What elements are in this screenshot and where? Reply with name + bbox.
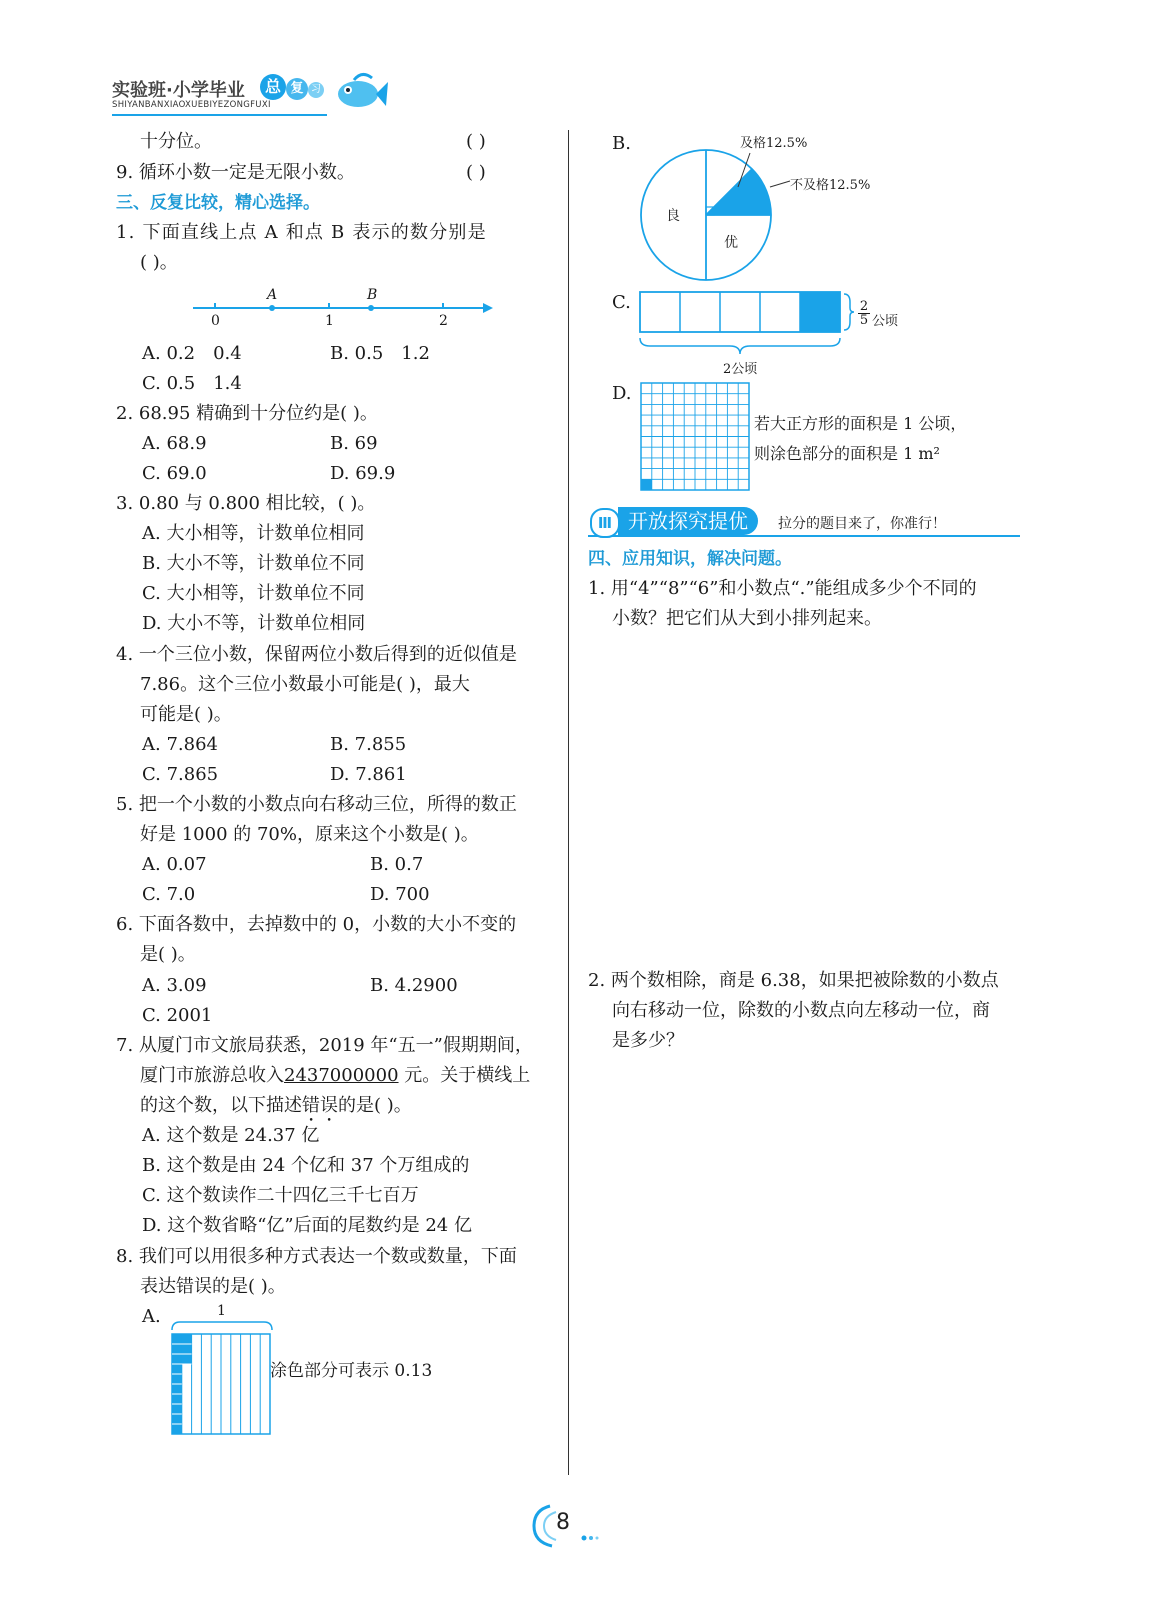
problem-1-line1: 1. 用“4”“8”“6”和小数点“.”能组成多少个不同的 [588,578,977,599]
answer-area-2[interactable] [588,1062,1020,1462]
q7-text-c: 元。关于横线上 [398,1065,531,1086]
q7-text-a: 厦门市旅游总收入 [140,1065,284,1086]
q7-underlined-number: 2437000000 [284,1065,399,1086]
q1-option-c[interactable]: C. 0.5 1.4 [142,373,242,394]
q6-option-b[interactable]: B. 4.2900 [370,975,458,996]
q5-option-c[interactable]: C. 7.0 [142,884,196,905]
q1-option-b[interactable]: B. 0.5 1.2 [330,343,430,364]
question-1-line1: 1. 下面直线上点 A 和点 B 表示的数分别是 [116,222,487,243]
question-7-line2 [140,1065,530,1087]
question-7-line3 [140,1095,412,1126]
column-divider [568,130,569,1475]
question-1-line2: ( )。 [140,252,178,273]
pie-label-excellent: 优 [724,235,738,251]
question-8-line1: 8. 我们可以用很多种方式表达一个数或数量，下面 [116,1246,517,1267]
q4-option-c[interactable]: C. 7.865 [142,764,219,785]
problem-2-line3: 是多少？ [612,1030,684,1051]
pie-label-fail: 不及格12.5% [790,178,871,193]
q7-text-3a: 的这个数，以下描述 [140,1095,302,1116]
q8c-unit: 公顷 [872,314,899,329]
q2-option-b[interactable]: B. 69 [330,433,378,454]
question-4-line2: 7.86。这个三位小数最小可能是( )，最大 [140,674,470,695]
problem-2-line2: 向右移动一位，除数的小数点向左移动一位，商 [612,1000,990,1021]
question-2: 2. 68.95 精确到十分位约是( )。 [116,403,378,424]
q8-option-b-label[interactable]: B. [612,133,631,154]
q8a-note: 涂色部分可表示 0.13 [270,1361,433,1381]
q8-option-a-label[interactable]: A. [142,1306,161,1327]
problem-1-line2: 小数？把它们从大到小排列起来。 [612,608,882,629]
q5-option-a[interactable]: A. 0.07 [142,854,207,875]
q7-option-d[interactable]: D. 这个数省略“亿”后面的尾数约是 24 亿 [142,1215,472,1236]
q3-option-c[interactable]: C. 大小相等，计数单位不同 [142,583,365,604]
answer-blank-8[interactable]: ( ) [466,131,486,152]
q8a-brace-label: 1 [217,1303,226,1319]
header-logo [112,74,402,122]
brand-badge-1: 总 [260,74,286,100]
question-3: 3. 0.80 与 0.800 相比较，( )。 [116,493,376,514]
question-5-line1: 5. 把一个小数的小数点向右移动三位，所得的数正 [116,794,517,815]
numline-tick-0: 0 [211,313,220,329]
q7-option-a[interactable]: A. 这个数是 24.37 亿 [142,1125,320,1146]
question-9: 9. 循环小数一定是无限小数。 [116,162,355,183]
q8-option-c-label[interactable]: C. [612,292,631,313]
q8-option-d-label[interactable]: D. [612,383,632,404]
question-4-line3: 可能是( )。 [140,704,232,725]
pie-label-good: 良 [666,208,680,224]
numline-label-a: A [267,287,278,303]
pie-leader-lines [720,145,800,195]
brand-badge-3: 习 [308,82,324,98]
part3-subtitle: 拉分的题目来了，你准行！ [778,516,946,532]
question-8-line2: 表达错误的是( )。 [140,1276,286,1297]
q2-option-c[interactable]: C. 69.0 [142,463,207,484]
fraction-numerator: 2 [859,299,869,314]
answer-blank-9[interactable]: ( ) [466,162,486,183]
q8d-note-line1: 若大正方形的面积是 1 公顷， [754,414,967,433]
numline-label-b: B [367,287,378,303]
q3-option-a[interactable]: A. 大小相等，计数单位相同 [142,523,365,544]
q8d-grid-square [640,382,752,492]
brand-pinyin: SHIYANBANXIAOXUEBIYEZONGFUXI [112,100,271,110]
part3-underline [588,535,1020,537]
header-underline [112,114,327,116]
q8c-bar-diagram [638,290,848,360]
question-4-line1: 4. 一个三位小数，保留两位小数后得到的近似值是 [116,644,517,665]
page-number: 8 [556,1510,570,1535]
q6-option-c[interactable]: C. 2001 [142,1005,213,1026]
numline-tick-1: 1 [325,313,334,329]
part3-roman-badge: Ⅲ [590,508,620,538]
q4-option-b[interactable]: B. 7.855 [330,734,407,755]
q5-option-b[interactable]: B. 0.7 [370,854,424,875]
question-6-line2: 是( )。 [140,944,196,965]
question-5-line2: 好是 1000 的 70%，原来这个小数是( )。 [140,824,479,845]
q4-option-a[interactable]: A. 7.864 [142,734,218,755]
fish-mascot-icon [334,70,388,114]
pie-label-pass: 及格12.5% [740,136,808,151]
q6-option-a[interactable]: A. 3.09 [142,975,207,996]
section-3-title: 三、反复比较，精心选择。 [116,193,320,213]
q7-option-c[interactable]: C. 这个数读作二十四亿三千七百万 [142,1185,419,1206]
q3-option-d[interactable]: D. 大小不等，计数单位相同 [142,613,366,634]
q3-option-b[interactable]: B. 大小不等，计数单位不同 [142,553,365,574]
q7-text-3c: 的是( )。 [338,1095,412,1116]
q8c-fraction [858,300,870,327]
answer-area-1[interactable] [588,640,1020,960]
question-6-line1: 6. 下面各数中，去掉数中的 0，小数的大小不变的 [116,914,517,935]
q2-option-a[interactable]: A. 68.9 [142,433,207,454]
number-line [185,283,495,333]
q5-option-d[interactable]: D. 700 [370,884,430,905]
question-7-line1: 7. 从厦门市文旅局获悉，2019 年“五一”假期期间， [116,1035,533,1056]
problem-2-line1: 2. 两个数相除，商是 6.38，如果把被除数的小数点 [588,970,999,991]
part3-banner [588,507,1020,537]
q4-option-d[interactable]: D. 7.861 [330,764,407,785]
fraction-denominator: 5 [859,313,869,328]
q7-emphasis: 错误 [302,1095,338,1116]
q8a-strip-diagram [170,1320,274,1438]
q8c-side-brace [842,292,856,332]
q1-option-a[interactable]: A. 0.2 0.4 [142,343,242,364]
brand-cn-a: 实验班·小学毕业 [112,80,245,101]
q2-option-d[interactable]: D. 69.9 [330,463,396,484]
q8d-note-line2: 则涂色部分的面积是 1 m² [754,444,940,463]
numline-tick-2: 2 [439,313,448,329]
section-4-title: 四、应用知识，解决问题。 [588,549,792,569]
part3-title: 开放探究提优 [618,507,758,535]
q8c-total: 2公顷 [723,362,758,377]
q8-continuation: 十分位。 [140,131,212,152]
brand-badge-2: 复 [286,78,308,100]
q7-option-b[interactable]: B. 这个数是由 24 个亿和 37 个万组成的 [142,1155,470,1176]
